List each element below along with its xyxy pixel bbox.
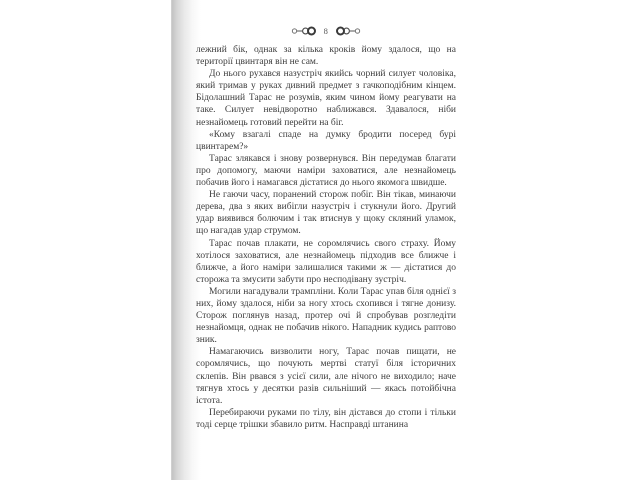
paragraph: До нього рухався назустріч якийсь чорний силует чоловіка, який тримав у руках дивний предмет з гачкоподібним кінцем. Бідолашний Тарас не розумів, яким чином йому реагувати на таке. Силует невідворотно наближався. Здавалося, ніби незнайомець готовий перейти на біг. xyxy=(196,69,456,128)
divider-rings-right-icon xyxy=(334,24,418,38)
paragraph: Тарас почав плакати, не соромлячись свого страху. Йому хотілося заховатися, але незнайомець підходив все ближче і ближче, а його наміри залишалися такими ж — дістатися до сторожа та змусити забути про несподівану зустріч. xyxy=(196,238,456,285)
paragraph: Не гаючи часу, поранений сторож побіг. Він тікав, минаючи дерева, два з яких вибігли назустріч і стукнули його. Другий удар виявився болючим і так втиснув у щоку скляний уламок, що нагадав удар струмом. xyxy=(196,190,456,237)
page-text xyxy=(196,44,456,431)
page-header xyxy=(196,24,456,38)
paragraph: Могили нагадували трампліни. Коли Тарас упав біля однієї з них, йому здалося, ніби за ногу хтось схопився і тягне донизу. Сторож поглянув назад, протер очі й спробував розгледіти незнайомця, однак не побачив нікого. Нападник кудись раптово зник. xyxy=(196,286,456,346)
paragraph: Перебираючи руками по тілу, він дістався до стопи і тільки тоді серце трішки збавило ритм. Насправді штанина xyxy=(196,407,456,430)
divider-rings-left-icon xyxy=(234,24,318,38)
paragraph: Тарас злякався і знову розвернувся. Він передумав благати про допомогу, маючи наміри заховатися, але незнайомець побачив його і намагався дістатися до нього якомога швидше. xyxy=(196,153,456,189)
paragraph: Намагаючись визволити ногу, Тарас почав пищати, не соромлячись, що почують мертві статуї біля історичних склепів. Він рвався з усієї сили, але нічого не виходило; наче тягнув хтось у десятки разів сильніший — якась потойбічна істота. xyxy=(196,347,456,406)
page-number: 8 xyxy=(323,26,329,36)
paragraph: лежний бік, однак за кілька кроків йому здалося, що на території цвинтаря він не сам. xyxy=(196,45,456,68)
paragraph: «Кому взагалі спаде на думку бродити посеред бурі цвинтарем?» xyxy=(196,129,456,152)
